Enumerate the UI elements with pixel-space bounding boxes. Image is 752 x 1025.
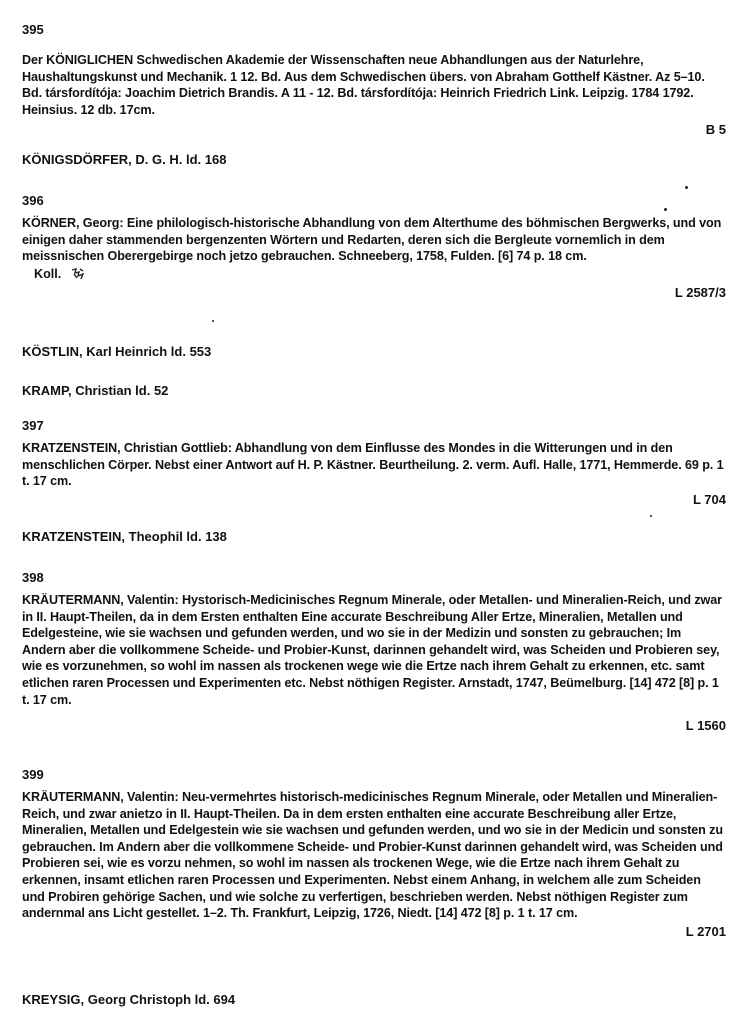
koll-label: Koll. (34, 266, 62, 281)
entry-395 (22, 22, 726, 137)
shelf-signature: L 2587/3 (674, 284, 726, 300)
cross-reference: KRAMP, Christian ld. 52 (22, 383, 169, 398)
cross-reference: KREYSIG, Georg Christoph ld. 694 (22, 992, 236, 1007)
entry-396 (22, 193, 726, 300)
scan-speck (664, 208, 667, 211)
cross-reference: KÖNIGSDÖRFER, D. G. H. ld. 168 (22, 152, 227, 167)
cross-reference: KÖSTLIN, Karl Heinrich ld. 553 (22, 344, 212, 359)
shelf-signature: L 704 (692, 491, 726, 507)
entry-number: 398 (22, 570, 44, 585)
ownership-stamp-icon (71, 267, 85, 279)
entry-description: KRÄUTERMANN, Valentin: Hystorisch-Medicinisches Regnum Minerale, oder Metallen- und Mineralien-Reich, und zwar in II. Haupt-Theilen, da in dem Ersten enthalten Eine accurate Beschreibung Aller Ertze, Mineralien, Metallen und Edelgesteine, wie sie wachsen und gefunden werden, und wo sie in der Medizin und sonsten zu gebrauchen; Im Andern aber die vollkommene Scheide- und Probier-Kunst, darinnen gehandelt wird, was Scheiden und Probieren sey, wie es vorzunehmen, so wohl im nassen als trockenen wege wie die Ertze nach ihrem Gehalt zu erkennen, etc. samt etlichen raren Processen und Experimenten etc. Nebst nöthigen Register. Arnstadt, 1747, Beümelburg. [14] 472 [8] p. 1 t. 17 cm. (22, 593, 722, 707)
entry-399 (22, 767, 726, 939)
shelf-signature: L 1560 (685, 718, 726, 734)
entry-description: Der KÖNIGLICHEN Schwedischen Akademie der Wissenschaften neue Abhandlungen aus der Naturlehre, Haushaltungskunst und Mechanik. 1 12. Bd. Aus dem Schwedischen übers. von Abraham Gotthelf Kästner. Az 5–10. Bd. társfordítója: Joachim Dietrich Brandis. A 11 - 12. Bd. társfordítója: Heinrich Friedrich Link. Leipzig. 1784 1792. Heinsius. 12 db. 17cm. (22, 53, 705, 117)
koll-note (22, 265, 726, 283)
scan-speck (685, 186, 688, 189)
shelf-signature: L 2701 (685, 923, 726, 939)
cross-reference: KRATZENSTEIN, Theophil ld. 138 (22, 529, 227, 544)
shelf-signature: B 5 (705, 122, 726, 138)
scan-speck (212, 320, 214, 322)
entry-397 (22, 418, 726, 507)
entry-number: 397 (22, 418, 44, 433)
entry-number: 399 (22, 767, 44, 782)
entry-number: 396 (22, 193, 44, 208)
scan-speck (650, 515, 652, 517)
entry-398 (22, 570, 726, 733)
entry-description: KÖRNER, Georg: Eine philologisch-historische Abhandlung von dem Alterthume des böhmischen Bergwerks, und von einigen daher stammenden bergenzenten Wörtern und Redarten, deren sich die Bergleute vornemlich in dem meissnischen Oberergebirge noch jetzo gebrauchen. Schneeberg, 1758, Fulden. [6] 74 p. 18 cm. (22, 216, 722, 264)
entry-description: KRÄUTERMANN, Valentin: Neu-vermehrtes historisch-medicinisches Regnum Minerale, oder Metallen und Mineralien-Reich, und zwar anietzo in II. Haupt-Theilen. Da in dem ersten enthalten eine accurate Beschreibung aller Ertze, Mineralien, Metallen und Edelgestein wie sie wachsen und gefunden werden, und wo sie in der Medicin und sonsten zu gebrauchen. Im Andern aber die vollkommene Scheide- und Probier-Kunst darinnen gehandelt wird, was Scheiden und Probieren sei, wie es vorzu nehmen, so wohl im nassen als trockenen Wege, wie die Ertze nach ihrem Gehalt zu erkennen, insamt etlichen raren Processen und Experimenten. Nebst einem Anhang, in welchem alle zum Scheiden und Probiren gehörige Sachen, und wie solche zu verfertigen, beschrieben werden. Nebst nöthigen Register zum andernmal ans Licht gestellet. 1–2. Th. Frankfurt, Leipzig, 1726, Niedt. [14] 472 [8] p. 1 t. 17 cm. (22, 790, 723, 921)
entry-description: KRATZENSTEIN, Christian Gottlieb: Abhandlung von dem Einflusse des Mondes in die Witterungen und in den menschlichen Cörper. Nebst einer Antwort auf H. P. Kästner. Beurtheilung. 2. verm. Aufl. Halle, 1771, Hemmerde. 69 p. 1 t. 17 cm. (22, 441, 724, 489)
entry-number: 395 (22, 22, 44, 37)
